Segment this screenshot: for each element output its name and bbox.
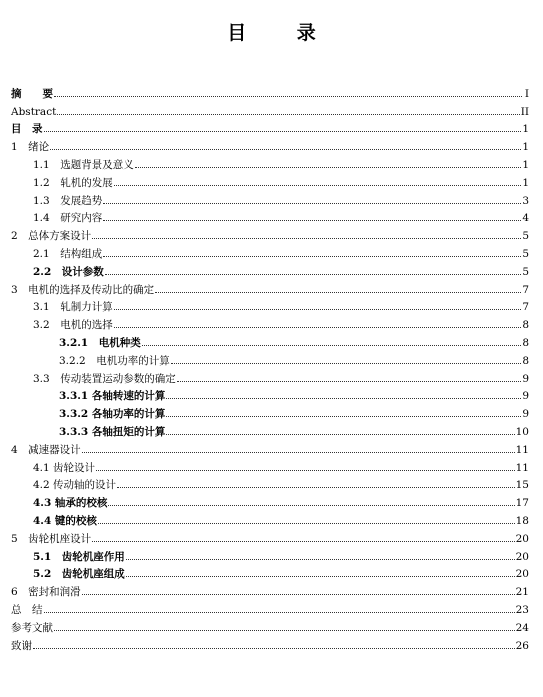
toc-entry-label: 致谢 bbox=[11, 639, 32, 652]
toc-entry[interactable] bbox=[11, 207, 529, 225]
toc-entry-page-number: 7 bbox=[522, 301, 529, 314]
toc-entry[interactable] bbox=[11, 278, 529, 296]
toc-entry-label: 5 齿轮机座设计 bbox=[11, 532, 92, 545]
dot-leader bbox=[103, 256, 521, 257]
toc-entry-page-number: 10 bbox=[515, 425, 529, 438]
toc-entry-label: 1.1 选题背景及意义 bbox=[33, 158, 134, 171]
dot-leader bbox=[54, 96, 522, 97]
toc-entry-page-number: 9 bbox=[522, 408, 529, 421]
toc-entry-label: 6 密封和润滑 bbox=[11, 586, 81, 599]
toc-entry[interactable] bbox=[11, 171, 529, 189]
dot-leader bbox=[82, 452, 515, 453]
toc-entry-label: 3.3.1 各轴转速的计算 bbox=[59, 390, 166, 403]
dot-leader bbox=[44, 131, 522, 132]
toc-entry-label: 3.3.3 各轴扭矩的计算 bbox=[59, 425, 166, 438]
dot-leader bbox=[171, 363, 522, 364]
toc-entry[interactable] bbox=[11, 100, 529, 118]
toc-entry-label: 2.1 结构组成 bbox=[33, 247, 103, 260]
toc-entry-page-number: 8 bbox=[522, 354, 529, 367]
toc-entry[interactable] bbox=[11, 420, 529, 438]
table-of-contents bbox=[11, 82, 529, 652]
toc-entry-label: 1.4 研究内容 bbox=[33, 212, 103, 225]
toc-entry-page-number: 9 bbox=[522, 390, 529, 403]
toc-entry-page-number: 24 bbox=[515, 621, 529, 634]
toc-entry-page-number: 23 bbox=[515, 603, 529, 616]
dot-leader bbox=[57, 114, 519, 115]
toc-entry[interactable] bbox=[11, 563, 529, 581]
toc-entry[interactable] bbox=[11, 260, 529, 278]
toc-entry[interactable] bbox=[11, 118, 529, 136]
toc-entry[interactable] bbox=[11, 189, 529, 207]
toc-entry-page-number: 21 bbox=[515, 586, 529, 599]
toc-entry-label: 1.2 轧机的发展 bbox=[33, 176, 113, 189]
toc-entry-label: 目 录 bbox=[11, 123, 43, 136]
toc-entry-page-number: 1 bbox=[522, 176, 529, 189]
toc-entry[interactable] bbox=[11, 438, 529, 456]
dot-leader bbox=[166, 434, 514, 435]
dot-leader bbox=[54, 630, 515, 631]
toc-entry-label: 4.3 轴承的校核 bbox=[33, 497, 108, 510]
dot-leader bbox=[98, 523, 515, 524]
toc-entry-label: 3.2 电机的选择 bbox=[33, 319, 113, 332]
toc-entry-label: 3.2.2 电机功率的计算 bbox=[59, 354, 170, 367]
toc-entry-label: 5.2 齿轮机座组成 bbox=[33, 568, 125, 581]
toc-entry-label: 3 电机的选择及传动比的确定 bbox=[11, 283, 155, 296]
toc-entry[interactable] bbox=[11, 598, 529, 616]
dot-leader bbox=[103, 220, 521, 221]
toc-entry-label: 3.3.2 各轴功率的计算 bbox=[59, 408, 166, 421]
toc-entry-page-number: 20 bbox=[515, 568, 529, 581]
toc-entry[interactable] bbox=[11, 491, 529, 509]
dot-leader bbox=[92, 238, 521, 239]
toc-entry[interactable] bbox=[11, 135, 529, 153]
toc-entry-label: 参考文献 bbox=[11, 621, 53, 634]
toc-entry-page-number: II bbox=[520, 105, 529, 118]
toc-entry[interactable] bbox=[11, 349, 529, 367]
toc-entry-label: 4 减速器设计 bbox=[11, 443, 81, 456]
toc-entry-label: 3.3 传动装置运动参数的确定 bbox=[33, 372, 176, 385]
toc-entry-page-number: 20 bbox=[515, 550, 529, 563]
toc-entry[interactable] bbox=[11, 385, 529, 403]
toc-entry[interactable] bbox=[11, 402, 529, 420]
dot-leader bbox=[166, 398, 521, 399]
toc-entry-page-number: 5 bbox=[522, 230, 529, 243]
dot-leader bbox=[114, 327, 522, 328]
dot-leader bbox=[135, 167, 522, 168]
toc-entry-page-number: 7 bbox=[522, 283, 529, 296]
dot-leader bbox=[166, 416, 521, 417]
toc-entry[interactable] bbox=[11, 224, 529, 242]
dot-leader bbox=[126, 576, 515, 577]
dot-leader bbox=[108, 505, 514, 506]
toc-entry[interactable] bbox=[11, 153, 529, 171]
toc-entry-page-number: 5 bbox=[522, 265, 529, 278]
toc-entry-page-number: 15 bbox=[515, 479, 529, 492]
toc-entry[interactable] bbox=[11, 634, 529, 652]
toc-entry[interactable] bbox=[11, 82, 529, 100]
toc-entry-page-number: 11 bbox=[515, 443, 529, 456]
toc-entry[interactable] bbox=[11, 242, 529, 260]
toc-entry-page-number: 18 bbox=[515, 514, 529, 527]
toc-entry[interactable] bbox=[11, 527, 529, 545]
toc-entry-label: 2 总体方案设计 bbox=[11, 230, 92, 243]
dot-leader bbox=[114, 185, 522, 186]
toc-entry[interactable] bbox=[11, 296, 529, 314]
toc-entry-page-number: 20 bbox=[515, 532, 529, 545]
toc-entry-page-number: 4 bbox=[522, 212, 529, 225]
toc-entry[interactable] bbox=[11, 474, 529, 492]
toc-entry-page-number: 3 bbox=[522, 194, 529, 207]
toc-entry[interactable] bbox=[11, 456, 529, 474]
dot-leader bbox=[142, 345, 522, 346]
toc-entry[interactable] bbox=[11, 545, 529, 563]
dot-leader bbox=[33, 648, 515, 649]
dot-leader bbox=[105, 274, 522, 275]
toc-title: 目 录 bbox=[227, 22, 338, 44]
toc-entry-page-number: 8 bbox=[522, 319, 529, 332]
dot-leader bbox=[44, 612, 515, 613]
toc-entry-page-number: 9 bbox=[522, 372, 529, 385]
dot-leader bbox=[114, 309, 522, 310]
dot-leader bbox=[117, 487, 515, 488]
toc-entry-label: 4.2 传动轴的设计 bbox=[33, 479, 117, 492]
dot-leader bbox=[177, 381, 522, 382]
dot-leader bbox=[126, 559, 515, 560]
toc-entry-label: 4.1 齿轮设计 bbox=[33, 461, 96, 474]
toc-entry-label: 3.2.1 电机种类 bbox=[59, 336, 141, 349]
toc-entry-label: 4.4 键的校核 bbox=[33, 514, 97, 527]
toc-entry-page-number: 17 bbox=[515, 497, 529, 510]
toc-entry[interactable] bbox=[11, 367, 529, 385]
toc-entry-label: 1 绪论 bbox=[11, 141, 50, 154]
toc-entry-label: 摘 要 bbox=[11, 87, 53, 100]
toc-entry-label: 3.1 轧制力计算 bbox=[33, 301, 113, 314]
toc-entry-label: 2.2 设计参数 bbox=[33, 265, 104, 278]
dot-leader bbox=[92, 541, 514, 542]
toc-entry-label: 总 结 bbox=[11, 603, 43, 616]
dot-leader bbox=[155, 292, 521, 293]
toc-entry-label: 5.1 齿轮机座作用 bbox=[33, 550, 125, 563]
toc-entry-page-number: 1 bbox=[522, 158, 529, 171]
toc-entry-page-number: 8 bbox=[522, 336, 529, 349]
toc-entry-page-number: 5 bbox=[522, 247, 529, 260]
toc-entry[interactable] bbox=[11, 509, 529, 527]
dot-leader bbox=[96, 470, 515, 471]
dot-leader bbox=[82, 594, 515, 595]
toc-entry-page-number: I bbox=[524, 87, 529, 100]
toc-entry-label: 1.3 发展趋势 bbox=[33, 194, 103, 207]
toc-entry[interactable] bbox=[11, 331, 529, 349]
dot-leader bbox=[103, 203, 521, 204]
toc-entry[interactable] bbox=[11, 580, 529, 598]
dot-leader bbox=[50, 149, 521, 150]
toc-entry-label: Abstract bbox=[11, 105, 57, 118]
toc-entry-page-number: 1 bbox=[522, 141, 529, 154]
toc-entry-page-number: 11 bbox=[515, 461, 529, 474]
toc-entry-page-number: 26 bbox=[515, 639, 529, 652]
toc-entry[interactable] bbox=[11, 313, 529, 331]
toc-entry[interactable] bbox=[11, 616, 529, 634]
toc-entry-page-number: 1 bbox=[522, 123, 529, 136]
